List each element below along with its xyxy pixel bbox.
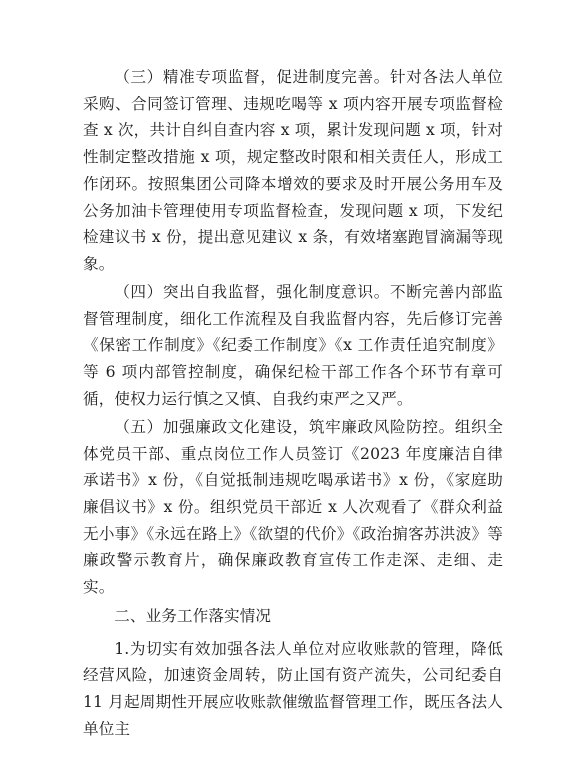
paragraph-special-supervision: （三）精准专项监督，促进制度完善。针对各法人单位采购、合同签订管理、违规吃喝等 x 项内容开展专项监督检查 x 次，共计自纠自查内容 x 项，累计发现问题 x 项，针对性制定整改措施 x 项，规定整改时限和相关责任人，形成工作闭环。按照集团公司降本增效的要求及时开展公务用车及公务加油卡管理使用专项监督检查，发现问题 x 项，下发纪检建议书 x 份，提出意见建议 x 条，有效堵塞跑冒滴漏等现象。 (83, 68, 503, 273)
section-heading-business-work: 二、业务工作落实情况 (114, 606, 272, 625)
paragraph-integrity-culture: （五）加强廉政文化建设，筑牢廉政风险防控。组织全体党员干部、重点岗位工作人员签订《2023 年度廉洁自律承诺书》x 份，《自觉抵制违规吃喝承诺书》x 份，《家庭助廉倡议书》x 份。组织党员干部近 x 人次观看了《群众利益无小事》《永远在路上》《欲望的代价》《政治掮客苏洪波》等廉政警示教育片，确保廉政教育宣传工作走深、走细、走实。 (83, 417, 503, 597)
paragraph-receivables-management: 1.为切实有效加强各法人单位对应收账款的管理，降低经营风险，加速资金周转，防止国有资产流失，公司纪委自 11 月起周期性开展应收账款催缴监督管理工作，既压各法人单位主 (83, 639, 503, 738)
document-body (83, 64, 503, 744)
paragraph-self-supervision: （四）突出自我监督，强化制度意识。不断完善内部监督管理制度，细化工作流程及自我监督内容，先后修订完善《保密工作制度》《纪委工作制度》《x 工作责任追究制度》等 6 项内部管控制度，确保纪检干部工作各个环节有章可循，使权力运行慎之又慎、自我约束严之又严。 (83, 283, 503, 408)
